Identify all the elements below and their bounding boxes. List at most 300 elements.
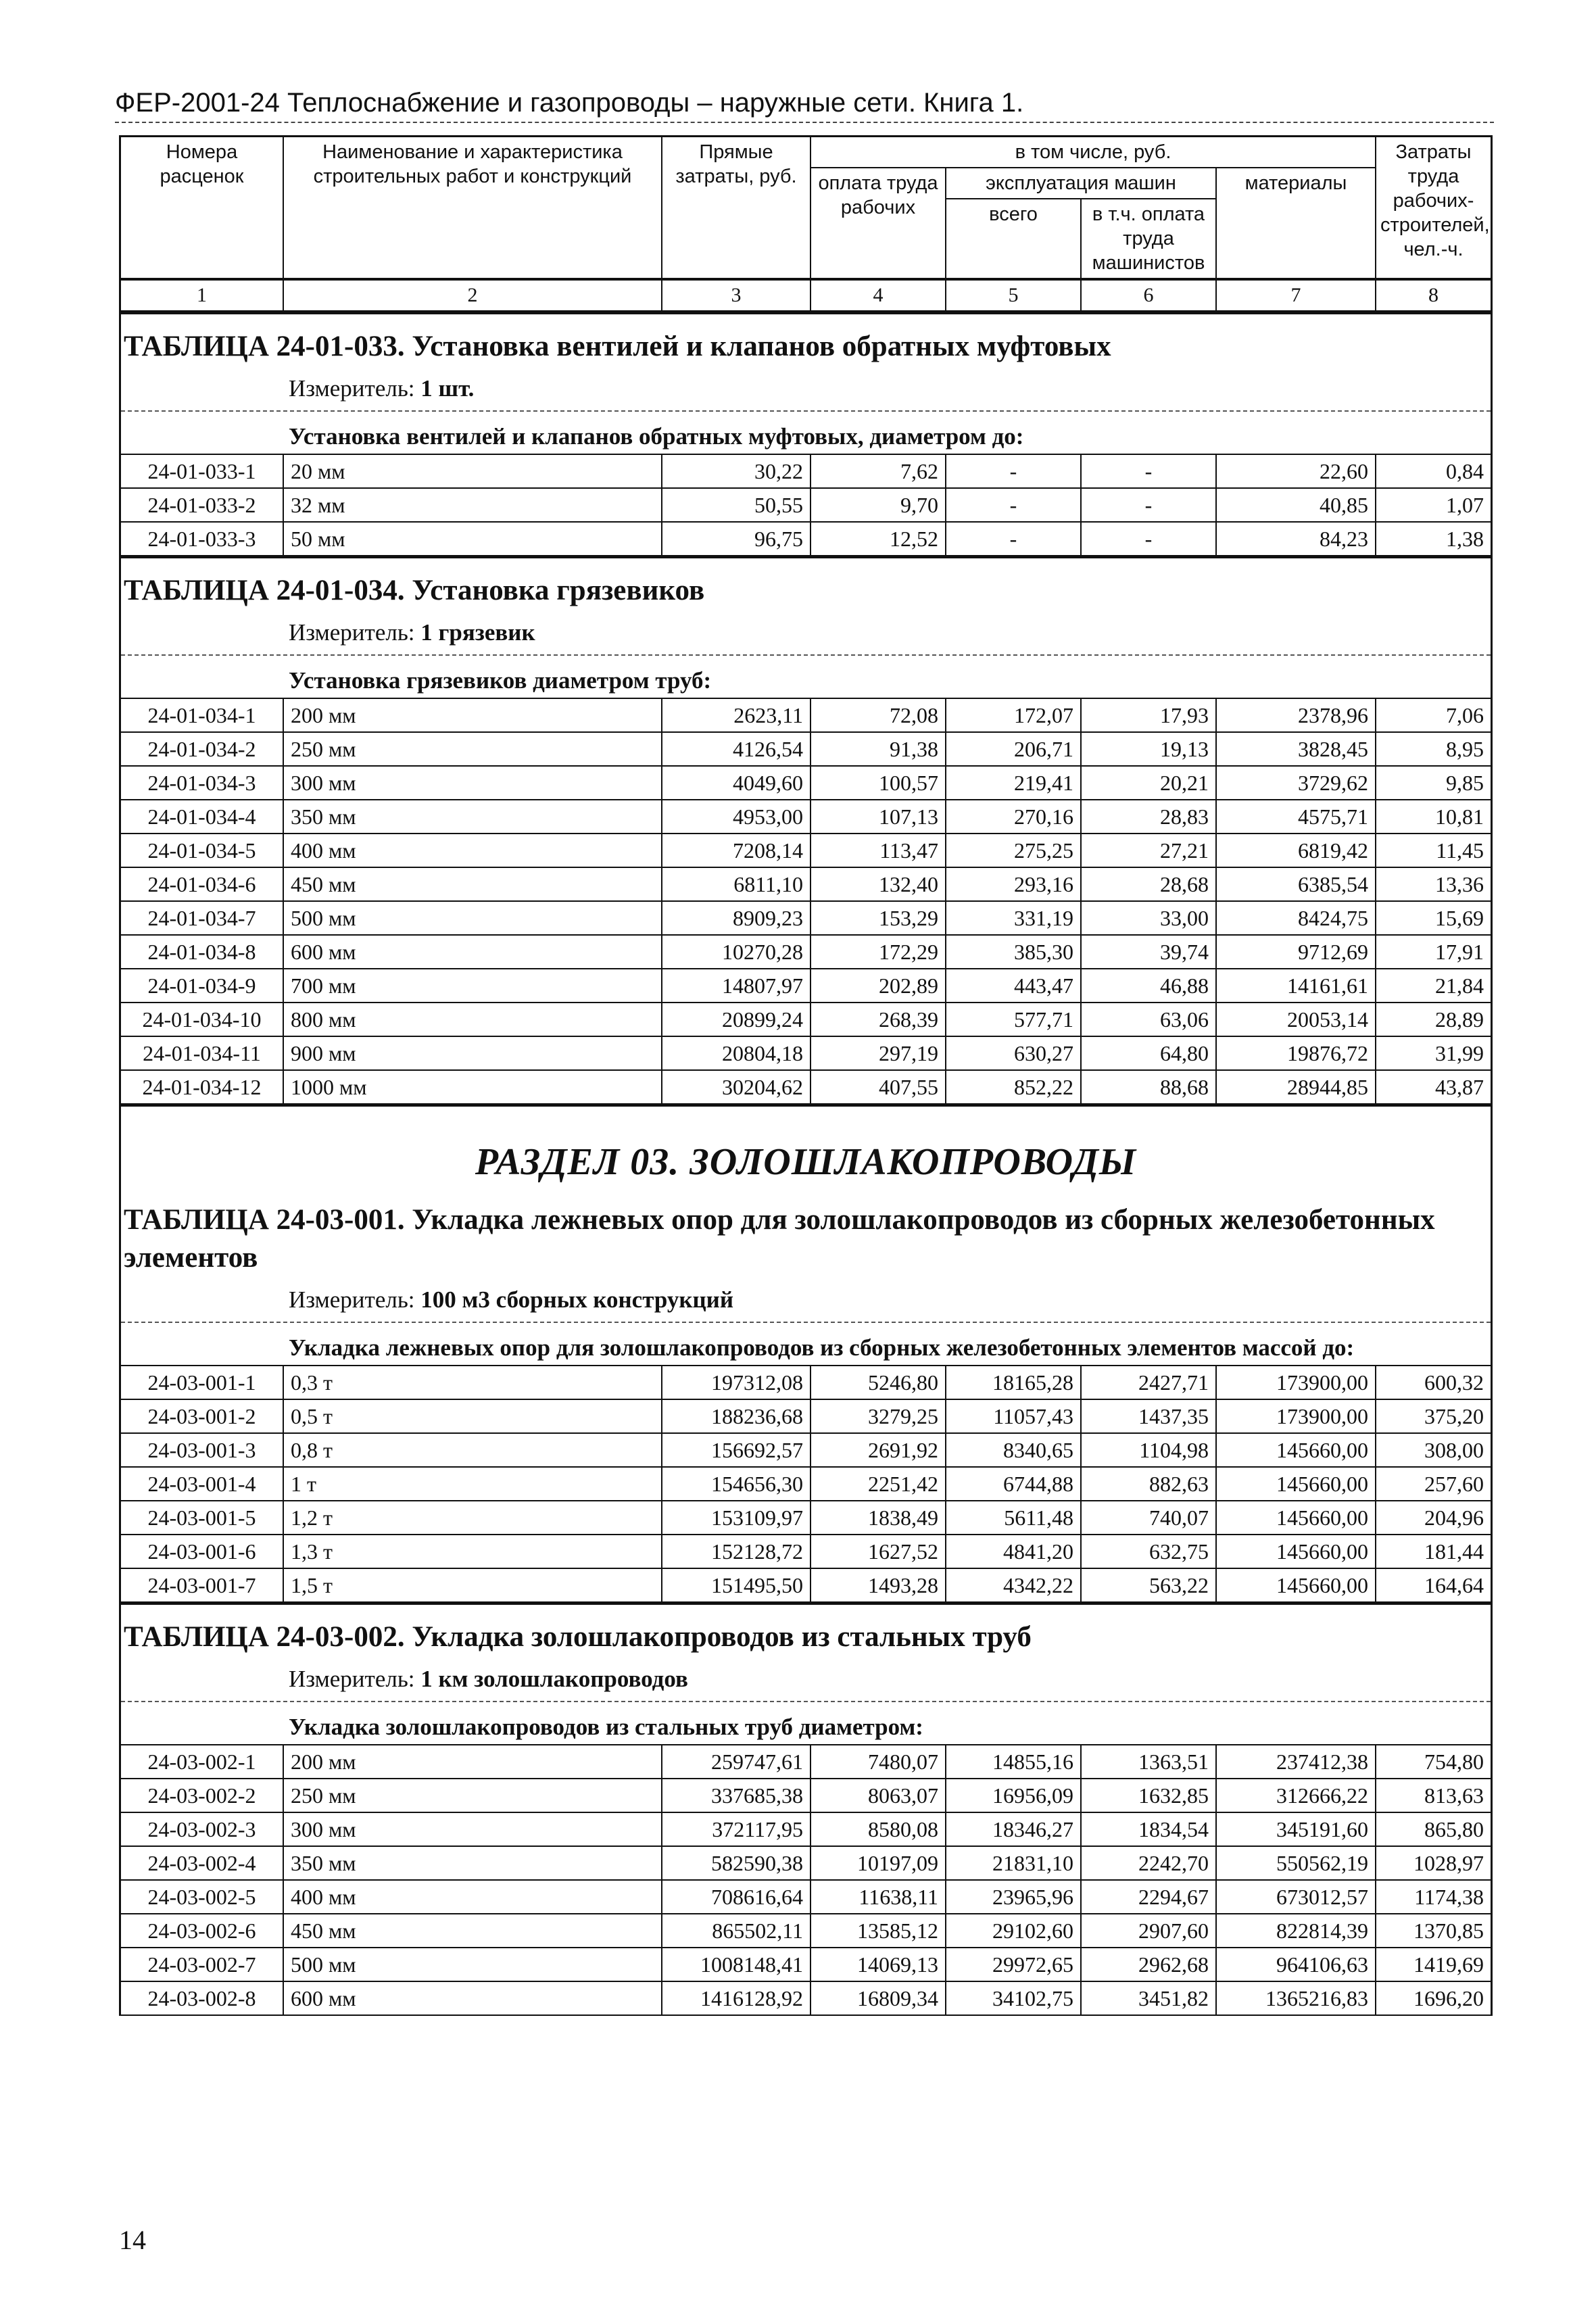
rate-value: 164,64 — [1376, 1568, 1491, 1602]
rate-code: 24-01-034-12 — [121, 1070, 283, 1104]
rate-value: 40,85 — [1216, 488, 1376, 522]
rate-value: 63,06 — [1081, 1003, 1216, 1036]
rate-value: 22,60 — [1216, 454, 1376, 488]
table-row — [121, 935, 1491, 969]
rate-description: 600 мм — [283, 935, 662, 969]
rate-value: 1416128,92 — [662, 1981, 811, 2015]
rate-value: 582590,38 — [662, 1846, 811, 1880]
rate-value: 50,55 — [662, 488, 811, 522]
table-title: ТАБЛИЦА 24-03-002. Укладка золошлакопроводов из стальных труб — [124, 1621, 1032, 1653]
rate-table — [121, 454, 1491, 556]
rate-value: 1,07 — [1376, 488, 1491, 522]
rate-table-block — [121, 1105, 1491, 1603]
rate-code: 24-01-034-10 — [121, 1003, 283, 1036]
rate-description: 700 мм — [283, 969, 662, 1003]
table-row — [121, 732, 1491, 766]
rate-value: 1363,51 — [1081, 1745, 1216, 1779]
table-row — [121, 1812, 1491, 1846]
table-row — [121, 522, 1491, 556]
rate-code: 24-03-002-3 — [121, 1812, 283, 1846]
rate-value: 740,07 — [1081, 1501, 1216, 1535]
table-row — [121, 1467, 1491, 1501]
unit-label: Измеритель: — [289, 375, 415, 402]
unit-value: 1 шт. — [420, 375, 475, 402]
col-header-direct-costs: Прямые затраты, руб. — [662, 137, 811, 279]
rate-value: 145660,00 — [1216, 1568, 1376, 1602]
rate-description: 200 мм — [283, 1745, 662, 1779]
unit-label: Измеритель: — [289, 1666, 415, 1692]
rate-value: 345191,60 — [1216, 1812, 1376, 1846]
rate-value: 153,29 — [811, 901, 946, 935]
rate-value: 5611,48 — [946, 1501, 1081, 1535]
rate-value: 21,84 — [1376, 969, 1491, 1003]
rate-value: 30204,62 — [662, 1070, 811, 1104]
rate-value: 312666,22 — [1216, 1779, 1376, 1812]
rate-value: 88,68 — [1081, 1070, 1216, 1104]
table-row — [121, 1433, 1491, 1467]
rate-code: 24-01-033-2 — [121, 488, 283, 522]
col-number: 7 — [1216, 280, 1376, 312]
rate-value: 385,30 — [946, 935, 1081, 969]
rate-code: 24-01-034-3 — [121, 766, 283, 800]
rate-description: 450 мм — [283, 1914, 662, 1948]
table-row — [121, 1779, 1491, 1812]
rate-value: 1174,38 — [1376, 1880, 1491, 1914]
table-row — [121, 969, 1491, 1003]
table-row — [121, 1981, 1491, 2015]
rate-value: 1008148,41 — [662, 1948, 811, 1981]
rate-value: 5246,80 — [811, 1366, 946, 1399]
table-row — [121, 1880, 1491, 1914]
rate-value: 14807,97 — [662, 969, 811, 1003]
rate-value: 151495,50 — [662, 1568, 811, 1602]
rate-value: 4841,20 — [946, 1535, 1081, 1568]
rate-value: 1104,98 — [1081, 1433, 1216, 1467]
rate-value: 145660,00 — [1216, 1433, 1376, 1467]
rate-description: 0,5 т — [283, 1399, 662, 1433]
rate-value: 7,06 — [1376, 698, 1491, 732]
unit-of-measure — [121, 371, 1491, 412]
table-row — [121, 488, 1491, 522]
rate-value: 1834,54 — [1081, 1812, 1216, 1846]
unit-of-measure — [121, 1662, 1491, 1702]
rate-value: 600,32 — [1376, 1366, 1491, 1399]
col-number: 3 — [662, 280, 811, 312]
rate-value: 964106,63 — [1216, 1948, 1376, 1981]
col-header-machines: эксплуатация машин — [946, 168, 1216, 199]
rate-code: 24-01-034-6 — [121, 867, 283, 901]
rate-value: 1696,20 — [1376, 1981, 1491, 2015]
rate-value: 375,20 — [1376, 1399, 1491, 1433]
rate-value: 8,95 — [1376, 732, 1491, 766]
table-row — [121, 1745, 1491, 1779]
col-header-materials: материалы — [1216, 168, 1376, 279]
rate-value: 8340,65 — [946, 1433, 1081, 1467]
rate-value: 443,47 — [946, 969, 1081, 1003]
rate-value: 2907,60 — [1081, 1914, 1216, 1948]
rate-value: 173900,00 — [1216, 1399, 1376, 1433]
rate-value: 577,71 — [946, 1003, 1081, 1036]
rate-description: 200 мм — [283, 698, 662, 732]
rate-value: 297,19 — [811, 1036, 946, 1070]
rate-value: 31,99 — [1376, 1036, 1491, 1070]
rate-value: 331,19 — [946, 901, 1081, 935]
rate-value: 4049,60 — [662, 766, 811, 800]
rate-value: 3828,45 — [1216, 732, 1376, 766]
rate-value: 107,13 — [811, 800, 946, 834]
rate-value: 259747,61 — [662, 1745, 811, 1779]
rate-code: 24-03-001-2 — [121, 1399, 283, 1433]
rate-table — [121, 1744, 1491, 2016]
rate-description: 1,3 т — [283, 1535, 662, 1568]
rate-table-block — [121, 1603, 1491, 2016]
rate-value: 173900,00 — [1216, 1366, 1376, 1399]
rate-value: 96,75 — [662, 522, 811, 556]
rate-value: - — [946, 522, 1081, 556]
rate-table-block — [121, 312, 1491, 556]
rate-value: 7208,14 — [662, 834, 811, 867]
rate-value: 2378,96 — [1216, 698, 1376, 732]
rate-value: 29102,60 — [946, 1914, 1081, 1948]
rate-value: 14855,16 — [946, 1745, 1081, 1779]
col-number: 4 — [811, 280, 946, 312]
rate-value: 708616,64 — [662, 1880, 811, 1914]
page-number: 14 — [119, 2225, 146, 2255]
table-row — [121, 867, 1491, 901]
rate-value: 28944,85 — [1216, 1070, 1376, 1104]
rate-code: 24-03-002-1 — [121, 1745, 283, 1779]
rate-value: 1028,97 — [1376, 1846, 1491, 1880]
rate-value: 9,70 — [811, 488, 946, 522]
col-header-including: в том числе, руб. — [811, 137, 1376, 168]
rate-value: 206,71 — [946, 732, 1081, 766]
unit-of-measure — [121, 1282, 1491, 1323]
column-header-table — [121, 137, 1491, 279]
table-title: ТАБЛИЦА 24-01-034. Установка грязевиков — [124, 575, 705, 606]
rate-description: 350 мм — [283, 800, 662, 834]
rate-description: 400 мм — [283, 834, 662, 867]
rate-value: 28,83 — [1081, 800, 1216, 834]
rate-value: 100,57 — [811, 766, 946, 800]
unit-of-measure — [121, 615, 1491, 656]
rate-value: 2427,71 — [1081, 1366, 1216, 1399]
rate-value: 1,38 — [1376, 522, 1491, 556]
rate-description: 800 мм — [283, 1003, 662, 1036]
rate-description: 0,3 т — [283, 1366, 662, 1399]
rate-value: 20899,24 — [662, 1003, 811, 1036]
rate-value: 145660,00 — [1216, 1535, 1376, 1568]
rate-value: 3729,62 — [1216, 766, 1376, 800]
rate-value: 10,81 — [1376, 800, 1491, 834]
col-number: 1 — [121, 280, 283, 312]
rate-value: 0,84 — [1376, 454, 1491, 488]
rate-value: 1437,35 — [1081, 1399, 1216, 1433]
rate-value: 2294,67 — [1081, 1880, 1216, 1914]
rate-value: - — [946, 454, 1081, 488]
rate-value: 16956,09 — [946, 1779, 1081, 1812]
rate-value: 237412,38 — [1216, 1745, 1376, 1779]
rate-value: 1365216,83 — [1216, 1981, 1376, 2015]
unit-value: 1 км золошлакопроводов — [420, 1666, 688, 1692]
rate-description: 300 мм — [283, 766, 662, 800]
rate-value: 154656,30 — [662, 1467, 811, 1501]
rate-value: 13585,12 — [811, 1914, 946, 1948]
table-row — [121, 1070, 1491, 1104]
table-row — [121, 1568, 1491, 1602]
rate-value: 11057,43 — [946, 1399, 1081, 1433]
rate-code: 24-03-001-1 — [121, 1366, 283, 1399]
rate-value: 6811,10 — [662, 867, 811, 901]
rate-value: - — [1081, 488, 1216, 522]
rate-code: 24-03-001-3 — [121, 1433, 283, 1467]
rate-value: 18346,27 — [946, 1812, 1081, 1846]
rate-value: 145660,00 — [1216, 1501, 1376, 1535]
rate-value: 813,63 — [1376, 1779, 1491, 1812]
rate-value: 11,45 — [1376, 834, 1491, 867]
rate-value: 632,75 — [1081, 1535, 1216, 1568]
rate-value: 12,52 — [811, 522, 946, 556]
price-sheet — [119, 135, 1493, 2016]
col-number: 2 — [283, 280, 662, 312]
rate-value: 11638,11 — [811, 1880, 946, 1914]
rate-code: 24-01-033-3 — [121, 522, 283, 556]
table-subheading: Укладка лежневых опор для золошлакопроводов из сборных железобетонных элементов массой до: — [289, 1334, 1355, 1361]
rate-value: 15,69 — [1376, 901, 1491, 935]
rate-value: 630,27 — [946, 1036, 1081, 1070]
rate-value: 14069,13 — [811, 1948, 946, 1981]
rate-value: 2251,42 — [811, 1467, 946, 1501]
rate-value: 14161,61 — [1216, 969, 1376, 1003]
rate-value: 197312,08 — [662, 1366, 811, 1399]
unit-label: Измеритель: — [289, 1286, 415, 1313]
rate-value: 8424,75 — [1216, 901, 1376, 935]
table-row — [121, 454, 1491, 488]
rate-value: 19876,72 — [1216, 1036, 1376, 1070]
rate-description: 1000 мм — [283, 1070, 662, 1104]
col-number: 5 — [946, 280, 1081, 312]
rate-value: 20,21 — [1081, 766, 1216, 800]
rate-value: 10270,28 — [662, 935, 811, 969]
rate-value: 2623,11 — [662, 698, 811, 732]
rate-value: 1627,52 — [811, 1535, 946, 1568]
rate-value: 152128,72 — [662, 1535, 811, 1568]
col-header-name: Наименование и характеристика строительных работ и конструкций — [283, 137, 662, 279]
table-row — [121, 1948, 1491, 1981]
rate-code: 24-01-034-11 — [121, 1036, 283, 1070]
rate-value: 2691,92 — [811, 1433, 946, 1467]
table-row — [121, 1846, 1491, 1880]
rate-value: 20053,14 — [1216, 1003, 1376, 1036]
table-subheading: Укладка золошлакопроводов из стальных труб диаметром: — [289, 1714, 923, 1740]
rate-description: 500 мм — [283, 1948, 662, 1981]
col-number: 6 — [1081, 280, 1216, 312]
rate-value: 34102,75 — [946, 1981, 1081, 2015]
rate-value: 865502,11 — [662, 1914, 811, 1948]
section-title: РАЗДЕЛ 03. ЗОЛОШЛАКОПРОВОДЫ — [475, 1141, 1137, 1183]
table-title: ТАБЛИЦА 24-03-001. Укладка лежневых опор для золошлакопроводов из сборных железобетонных элементов — [124, 1204, 1435, 1274]
rate-code: 24-01-034-5 — [121, 834, 283, 867]
rate-description: 500 мм — [283, 901, 662, 935]
rate-value: 202,89 — [811, 969, 946, 1003]
rate-value: 2962,68 — [1081, 1948, 1216, 1981]
rate-value: - — [1081, 454, 1216, 488]
rate-value: 6744,88 — [946, 1467, 1081, 1501]
rate-value: 16809,34 — [811, 1981, 946, 2015]
rate-code: 24-03-002-8 — [121, 1981, 283, 2015]
rate-code: 24-03-002-7 — [121, 1948, 283, 1981]
rate-value: 219,41 — [946, 766, 1081, 800]
rate-value: 9,85 — [1376, 766, 1491, 800]
table-row — [121, 1501, 1491, 1535]
rate-description: 0,8 т — [283, 1433, 662, 1467]
rate-value: 10197,09 — [811, 1846, 946, 1880]
rate-value: 372117,95 — [662, 1812, 811, 1846]
rate-code: 24-01-034-9 — [121, 969, 283, 1003]
unit-value: 100 м3 сборных конструкций — [420, 1286, 734, 1313]
rate-value: 852,22 — [946, 1070, 1081, 1104]
rate-value: 20804,18 — [662, 1036, 811, 1070]
rate-value: 17,93 — [1081, 698, 1216, 732]
rate-description: 300 мм — [283, 1812, 662, 1846]
rate-value: 270,16 — [946, 800, 1081, 834]
rate-value: 275,25 — [946, 834, 1081, 867]
rate-value: - — [946, 488, 1081, 522]
table-row — [121, 901, 1491, 935]
rate-value: 84,23 — [1216, 522, 1376, 556]
table-row — [121, 1399, 1491, 1433]
rate-value: 153109,97 — [662, 1501, 811, 1535]
rate-value: 172,29 — [811, 935, 946, 969]
rate-code: 24-03-002-2 — [121, 1779, 283, 1812]
rate-description: 1,5 т — [283, 1568, 662, 1602]
rate-value: 113,47 — [811, 834, 946, 867]
table-subheading: Установка вентилей и клапанов обратных муфтовых, диаметром до: — [289, 423, 1024, 450]
col-header-labor-hours: Затраты труда рабочих-строителей, чел.-ч. — [1376, 137, 1491, 279]
rate-code: 24-03-002-5 — [121, 1880, 283, 1914]
rate-value: 23965,96 — [946, 1880, 1081, 1914]
rate-value: 550562,19 — [1216, 1846, 1376, 1880]
rate-description: 1 т — [283, 1467, 662, 1501]
rate-value: 181,44 — [1376, 1535, 1491, 1568]
rate-description: 450 мм — [283, 867, 662, 901]
rate-value: 1370,85 — [1376, 1914, 1491, 1948]
rate-value: 293,16 — [946, 867, 1081, 901]
rate-description: 20 мм — [283, 454, 662, 488]
rate-value: 6385,54 — [1216, 867, 1376, 901]
rate-value: 4953,00 — [662, 800, 811, 834]
rate-code: 24-03-001-5 — [121, 1501, 283, 1535]
rate-value: 1632,85 — [1081, 1779, 1216, 1812]
rate-value: 13,36 — [1376, 867, 1491, 901]
col-header-machines-total: всего — [946, 199, 1081, 279]
rate-code: 24-01-034-4 — [121, 800, 283, 834]
rate-value: 7,62 — [811, 454, 946, 488]
rate-value: 39,74 — [1081, 935, 1216, 969]
rate-value: 6819,42 — [1216, 834, 1376, 867]
col-header-operator-wages: в т.ч. оплата труда машинистов — [1081, 199, 1216, 279]
rate-value: 27,21 — [1081, 834, 1216, 867]
rate-description: 1,2 т — [283, 1501, 662, 1535]
rate-value: 18165,28 — [946, 1366, 1081, 1399]
table-row — [121, 1036, 1491, 1070]
rate-value: 64,80 — [1081, 1036, 1216, 1070]
table-row — [121, 1914, 1491, 1948]
rate-description: 50 мм — [283, 522, 662, 556]
rate-description: 400 мм — [283, 1880, 662, 1914]
rate-value: 3279,25 — [811, 1399, 946, 1433]
rate-value: 1493,28 — [811, 1568, 946, 1602]
rate-value: 8580,08 — [811, 1812, 946, 1846]
rate-value: 268,39 — [811, 1003, 946, 1036]
rate-value: 28,68 — [1081, 867, 1216, 901]
unit-value: 1 грязевик — [420, 619, 535, 646]
rate-value: 8909,23 — [662, 901, 811, 935]
rate-code: 24-01-033-1 — [121, 454, 283, 488]
rate-value: 46,88 — [1081, 969, 1216, 1003]
rate-code: 24-01-034-1 — [121, 698, 283, 732]
rate-tables — [121, 312, 1491, 2016]
table-row — [121, 698, 1491, 732]
table-row — [121, 766, 1491, 800]
table-row — [121, 1003, 1491, 1036]
rate-value: 21831,10 — [946, 1846, 1081, 1880]
rate-code: 24-01-034-8 — [121, 935, 283, 969]
rate-table — [121, 1365, 1491, 1603]
rate-value: 3451,82 — [1081, 1981, 1216, 2015]
rate-value: 1838,49 — [811, 1501, 946, 1535]
rate-value: 7480,07 — [811, 1745, 946, 1779]
rate-code: 24-03-002-4 — [121, 1846, 283, 1880]
rate-value: 17,91 — [1376, 935, 1491, 969]
rate-value: 43,87 — [1376, 1070, 1491, 1104]
rate-value: 882,63 — [1081, 1467, 1216, 1501]
rate-code: 24-01-034-7 — [121, 901, 283, 935]
rate-value: 29972,65 — [946, 1948, 1081, 1981]
rate-value: 204,96 — [1376, 1501, 1491, 1535]
rate-description: 600 мм — [283, 1981, 662, 2015]
rate-value: 4342,22 — [946, 1568, 1081, 1602]
column-number-row — [121, 279, 1491, 312]
rate-value: 822814,39 — [1216, 1914, 1376, 1948]
unit-label: Измеритель: — [289, 619, 415, 646]
rate-value: 132,40 — [811, 867, 946, 901]
rate-value: 8063,07 — [811, 1779, 946, 1812]
rate-description: 350 мм — [283, 1846, 662, 1880]
rate-value: 1419,69 — [1376, 1948, 1491, 1981]
rate-value: 188236,68 — [662, 1399, 811, 1433]
rate-code: 24-03-001-7 — [121, 1568, 283, 1602]
rate-value: 754,80 — [1376, 1745, 1491, 1779]
rate-value: 407,55 — [811, 1070, 946, 1104]
rate-description: 250 мм — [283, 1779, 662, 1812]
rate-table — [121, 698, 1491, 1105]
rate-value: 4126,54 — [662, 732, 811, 766]
rate-value: 257,60 — [1376, 1467, 1491, 1501]
rate-value: 30,22 — [662, 454, 811, 488]
rate-value: 156692,57 — [662, 1433, 811, 1467]
rate-table-block — [121, 556, 1491, 1105]
rate-value: 308,00 — [1376, 1433, 1491, 1467]
rate-value: 2242,70 — [1081, 1846, 1216, 1880]
rate-value: 4575,71 — [1216, 800, 1376, 834]
col-header-wages: оплата труда рабочих — [811, 168, 946, 279]
rate-value: 91,38 — [811, 732, 946, 766]
rate-description: 32 мм — [283, 488, 662, 522]
rate-code: 24-03-001-6 — [121, 1535, 283, 1568]
rate-code: 24-03-001-4 — [121, 1467, 283, 1501]
rate-value: 9712,69 — [1216, 935, 1376, 969]
rate-value: 172,07 — [946, 698, 1081, 732]
